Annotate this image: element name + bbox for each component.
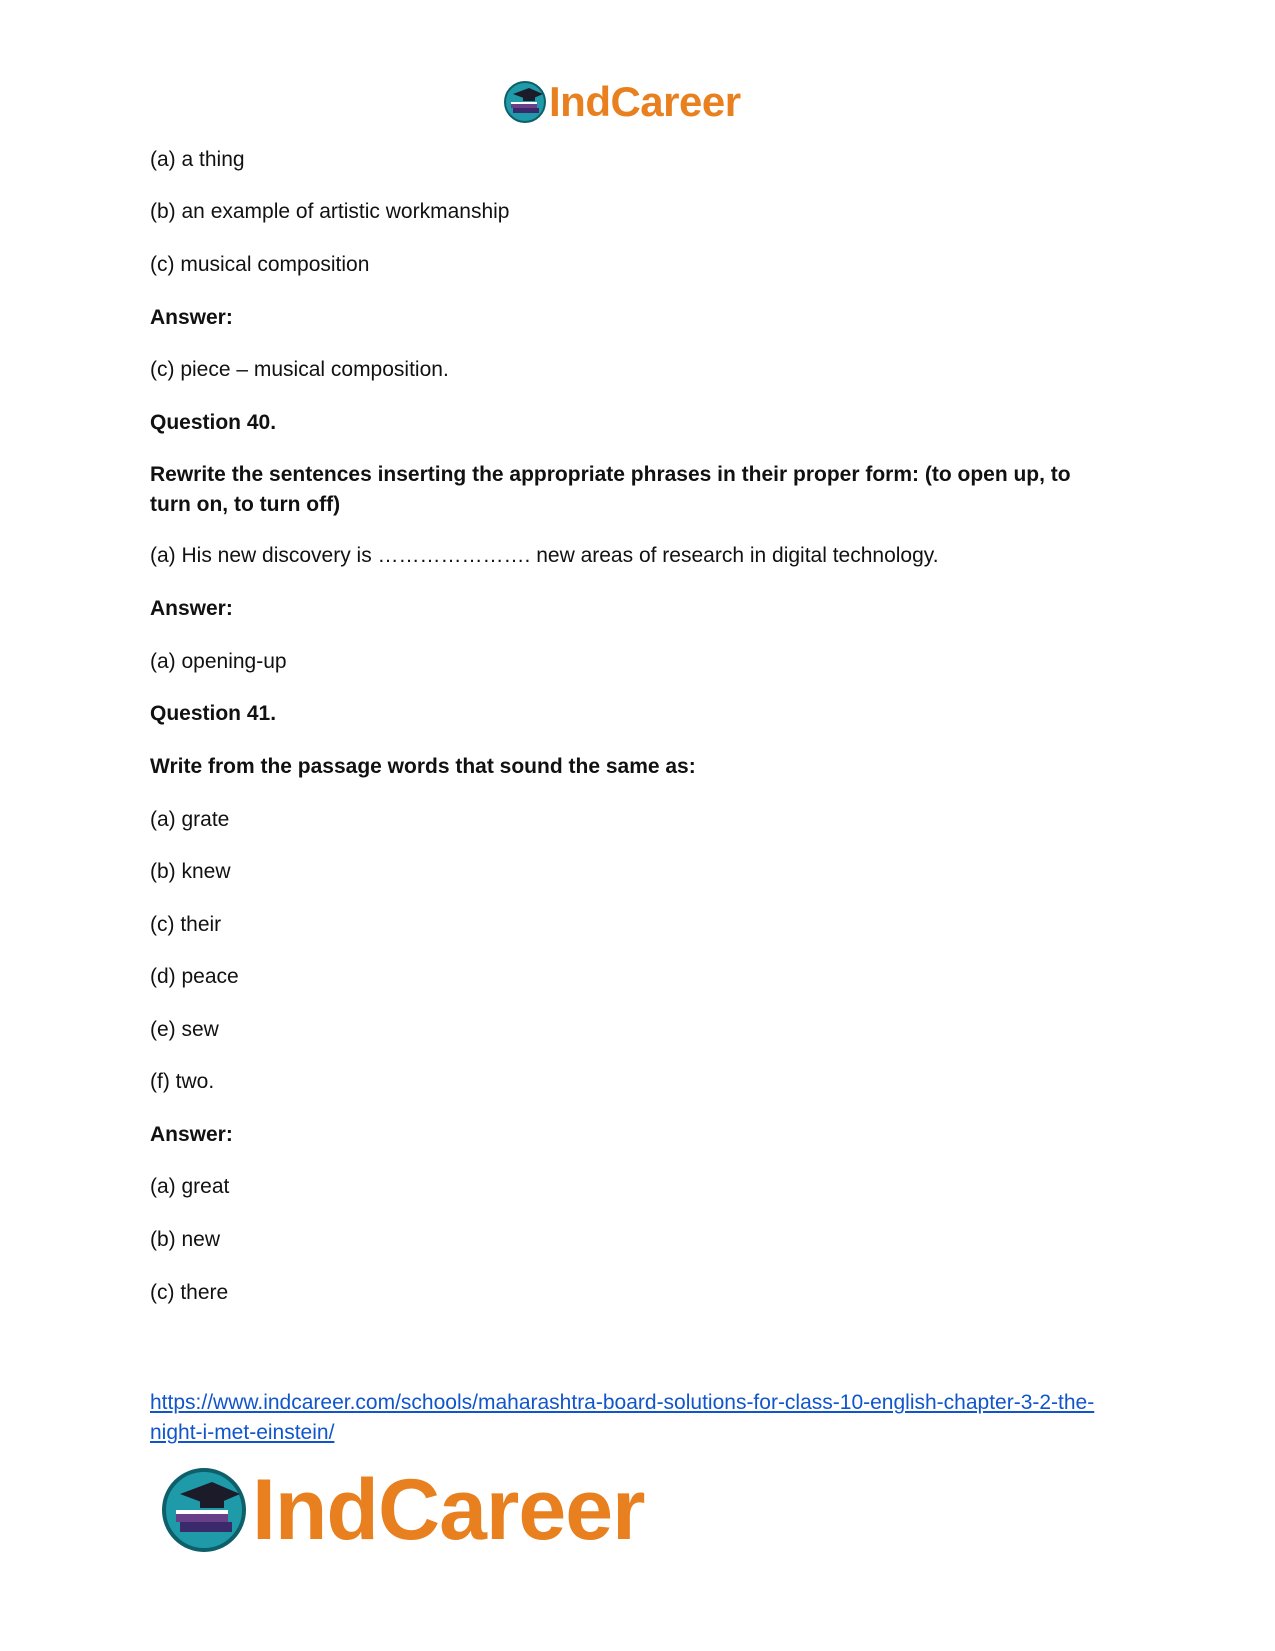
- footer-logo: [160, 1462, 645, 1558]
- graduation-book-icon: [160, 1466, 248, 1554]
- question-item: (a) His new discovery is …………………. new areas of research in digital technology.: [150, 544, 939, 567]
- answer-text: (b) new: [150, 1228, 221, 1251]
- question-item: (c) their: [150, 913, 222, 936]
- question-item: (d) peace: [150, 965, 239, 988]
- header-logo: [503, 78, 741, 126]
- question-item: (b) knew: [150, 860, 231, 883]
- question-item: (a) grate: [150, 808, 230, 831]
- question-prompt: Write from the passage words that sound the same as:: [150, 755, 696, 778]
- graduation-book-icon: [503, 80, 547, 124]
- answer-text: (c) there: [150, 1281, 229, 1304]
- logo-text: IndCareer: [549, 78, 741, 125]
- answer-heading: Answer:: [150, 597, 233, 620]
- question-heading: Question 41.: [150, 702, 277, 725]
- answer-text: (a) great: [150, 1175, 230, 1198]
- answer-text: (a) opening-up: [150, 650, 287, 673]
- question-heading: Question 40.: [150, 411, 277, 434]
- question-item: (f) two.: [150, 1070, 215, 1093]
- source-link[interactable]: https://www.indcareer.com/schools/maharashtra-board-solutions-for-class-10-english-chapter-3-2-the-night-i-met-einstein/: [150, 1391, 1095, 1444]
- answer-text: (c) piece – musical composition.: [150, 358, 449, 381]
- option-line: (a) a thing: [150, 148, 245, 171]
- question-prompt: Rewrite the sentences inserting the appropriate phrases in their proper form: (to open up, to turn on, to turn off): [150, 463, 1071, 516]
- option-line: (b) an example of artistic workmanship: [150, 200, 510, 223]
- logo-text: IndCareer: [252, 1462, 645, 1558]
- answer-heading: Answer:: [150, 1123, 233, 1146]
- option-line: (c) musical composition: [150, 253, 370, 276]
- question-item: (e) sew: [150, 1018, 219, 1041]
- answer-heading: Answer:: [150, 306, 233, 329]
